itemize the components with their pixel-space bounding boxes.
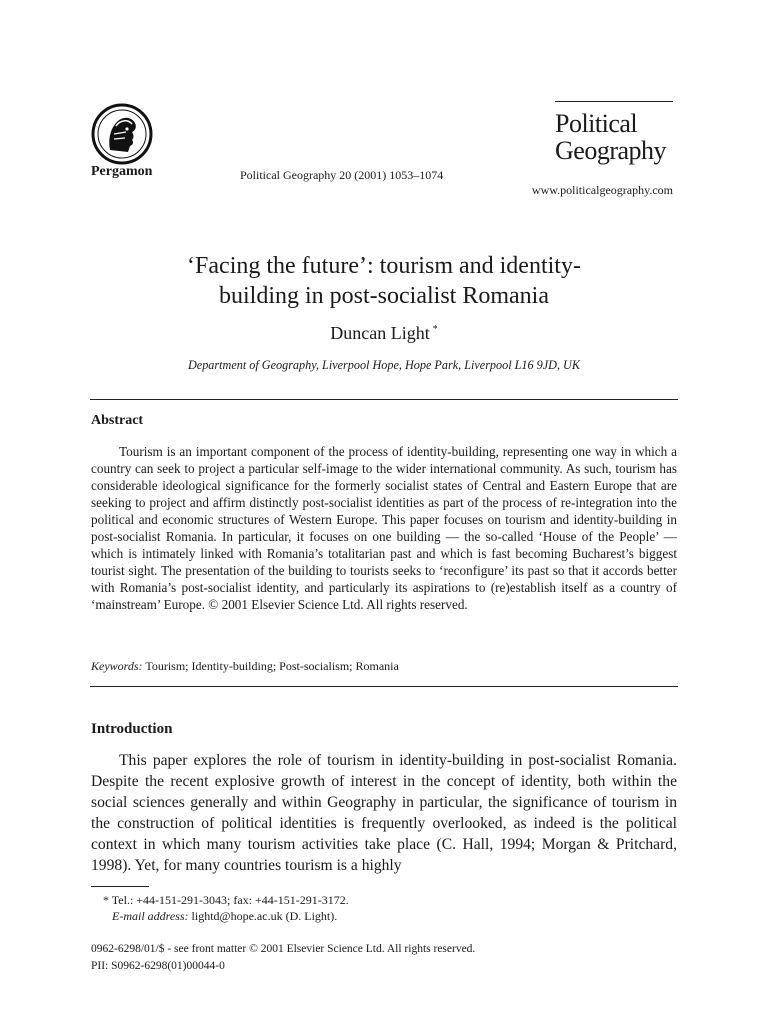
copyright-block (91, 941, 475, 975)
abstract-text: Tourism is an important component of the process of identity-building, representing one way in which a country can seek to project a particular self-image to the wider international community. As such, tourism has considerable ideological significance for the formerly socialist states of Central and Eastern Europe that are seeking to project and affirm distinctly post-socialist identities as part of the process of re-integration into the political and economic structures of Western Europe. This paper focuses on tourism and identity-building in post-socialist Romania. In particular, it focuses on one building — the so-called ‘House of the People’ — which is intimately linked with Romania’s totalitarian past and which is fast becoming Bucharest’s biggest tourist sight. The presentation of the building to tourists seeks to ‘reconfigure’ its past so that it accords better with Romania’s post-socialist identity, and particularly its aspirations to (re)establish itself as a country of ‘mainstream’ Europe. © 2001 Elsevier Science Ltd. All rights reserved. (91, 444, 677, 612)
footnote-contact (103, 893, 349, 909)
abstract-bottom-rule (90, 686, 678, 687)
author-line (90, 323, 678, 344)
email-address[interactable]: lightd@hope.ac.uk (D. Light). (191, 908, 338, 923)
article-title (90, 251, 678, 311)
footnote-tel: Tel.: +44-151-291-3043; fax: +44-151-291-3172. (111, 893, 349, 907)
footnote-email-line (103, 909, 349, 925)
title-line-1: ‘Facing the future’: tourism and identity- (187, 253, 581, 279)
keywords-line (91, 659, 399, 674)
journal-citation: Political Geography 20 (2001) 1053–1074 (240, 168, 444, 182)
publisher-logo (90, 102, 154, 166)
pii-line: PII: S0962-6298(01)00044-0 (91, 960, 225, 972)
keywords-label: Keywords: (91, 659, 143, 673)
brand-rule (555, 101, 673, 102)
author-name: Duncan Light (330, 323, 430, 343)
introduction-heading: Introduction (91, 721, 173, 737)
journal-url[interactable]: www.politicalgeography.com (531, 183, 673, 197)
journal-brand (555, 110, 666, 164)
keywords-list: Tourism; Identity-building; Post-socialism; Romania (145, 659, 399, 673)
author-affiliation: Department of Geography, Liverpool Hope, Hope Park, Liverpool L16 9JD, UK (188, 358, 580, 372)
introduction-text: This paper explores the role of tourism in identity-building in post-socialist Romania. Despite the recent explosive growth of interest in the concept of identity, both within the social sciences generally and within Geography in particular, the significance of tourism in the construction of political identities is frequently overlooked, as indeed is the political context in which many tourism activities take place (C. Hall, 1994; Morgan & Pritchard, 1998). Yet, for many countries tourism is a highly (91, 752, 677, 874)
author-footnote-mark[interactable]: * (432, 324, 438, 335)
abstract-top-rule (90, 399, 678, 400)
title-line-2: building in post-socialist Romania (219, 283, 549, 309)
email-label: E-mail address: (112, 908, 189, 923)
brand-line-2: Geography (555, 136, 667, 165)
author-footnote (103, 893, 349, 924)
footnote-rule (91, 886, 149, 887)
copyright-line: 0962-6298/01/$ - see front matter © 2001 Elsevier Science Ltd. All rights reserved. (91, 943, 476, 955)
footnote-mark: * (103, 893, 109, 907)
publisher-name: Pergamon (91, 164, 153, 179)
abstract-heading: Abstract (91, 413, 144, 428)
pergamon-logo-icon (90, 102, 154, 166)
brand-line-1: Political (555, 109, 638, 138)
